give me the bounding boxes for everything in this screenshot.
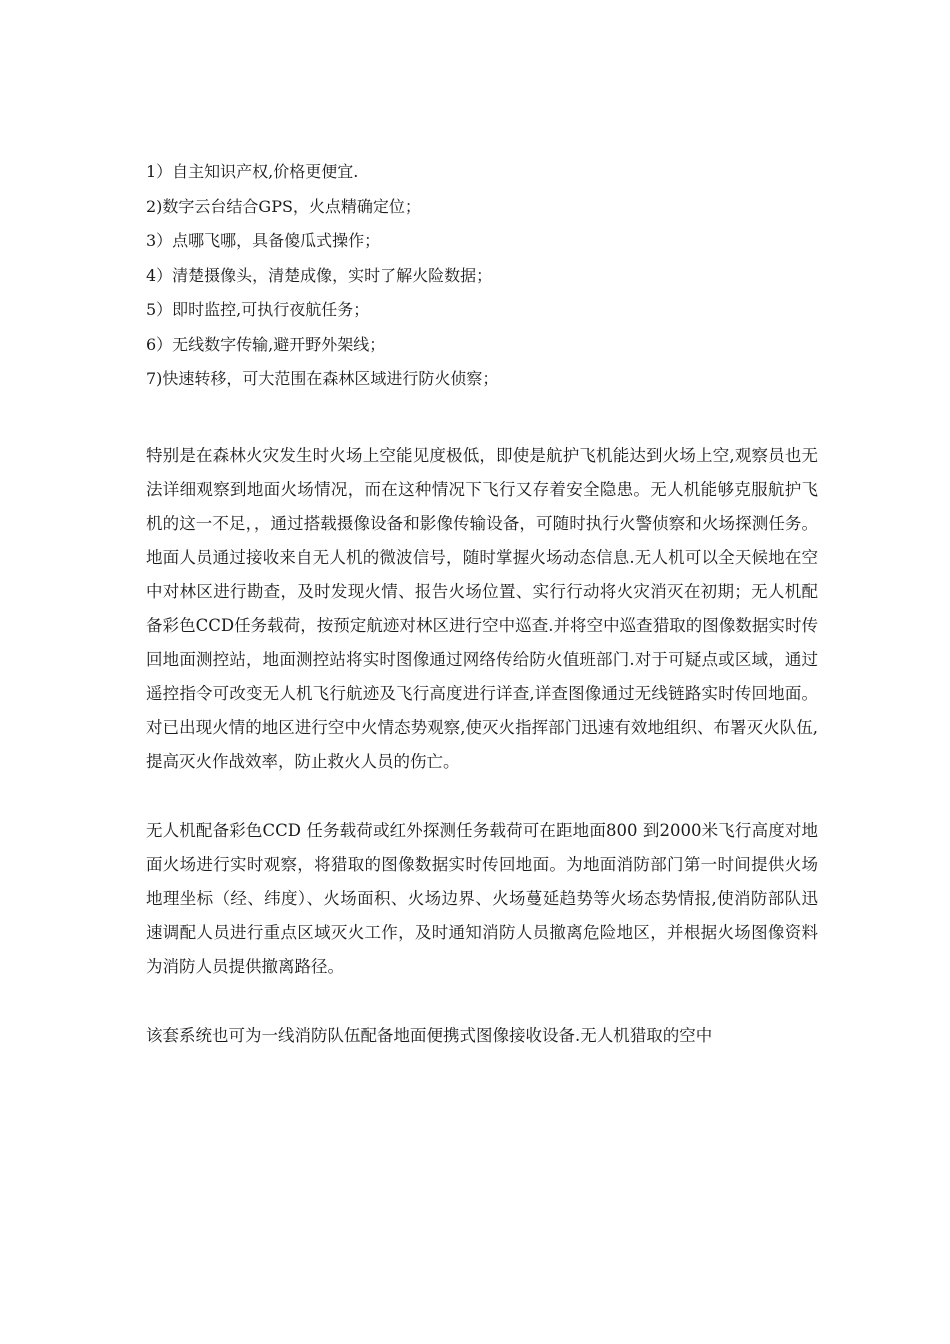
list-item: 6）无线数字传输,避开野外架线； <box>146 334 386 354</box>
feature-list <box>146 155 818 397</box>
list-item: 1）自主知识产权,价格更便宜. <box>146 162 359 181</box>
list-item: 7)快速转移，可大范围在森林区域进行防火侦察； <box>146 369 499 388</box>
paragraph-ccd-payload: 无人机配备彩色CCD 任务载荷或红外探测任务载荷可在距地面800 到2000米飞行高度对地面火场进行实时观察，将猎取的图像数据实时传回地面。为地面消防部门第一时间提供火场地理坐标（经、纬度）、火场面积、火场边界、火场蔓延趋势等火场态势情报,使消防部队迅速调配人员进行重点区域灭火工作，及时通知消防人员撤离危险地区，并根据火场图像资料为消防人员提供撤离路径。 <box>146 820 818 976</box>
list-item: 3）点哪飞哪，具备傻瓜式操作； <box>146 231 381 250</box>
list-item: 4）清楚摄像头，清楚成像，实时了解火险数据； <box>146 265 493 285</box>
paragraph-fire-detection: 特别是在森林火灾发生时火场上空能见度极低，即使是航护飞机能达到火场上空,观察员也无法详细观察到地面火场情况，而在这种情况下飞行又存着安全隐患。无人机能够克服航护飞机的这一不足，，通过搭载摄像设备和影像传输设备，可随时执行火警侦察和火场探测任务。地面人员通过接收来自无人机的微波信号，随时掌握火场动态信息.无人机可以全天候地在空中对林区进行勘查，及时发现火情、报告火场位置、实行行动将火灾消灭在初期；无人机配备彩色CCD任务载荷，按预定航迹对林区进行空中巡查.并将空中巡查猎取的图像数据实时传回地面测控站，地面测控站将实时图像通过网络传给防火值班部门.对于可疑点或区域，通过遥控指令可改变无人机飞行航迹及飞行高度进行详查,详查图像通过无线链路实时传回地面。对已出现火情的地区进行空中火情态势观察,使灭火指挥部门迅速有效地组织、布署灭火队伍,提高灭火作战效率，防止救火人员的伤亡。 <box>146 445 818 771</box>
spacer <box>146 397 818 439</box>
spacer <box>146 984 818 1019</box>
document-page <box>146 155 818 1053</box>
paragraph-portable-receiver: 该套系统也可为一线消防队伍配备地面便携式图像接收设备.无人机猎取的空中 <box>146 1025 713 1045</box>
spacer <box>146 779 818 814</box>
list-item: 5）即时监控,可执行夜航任务； <box>146 300 370 319</box>
list-item: 2)数字云台结合GPS，火点精确定位； <box>146 196 421 216</box>
